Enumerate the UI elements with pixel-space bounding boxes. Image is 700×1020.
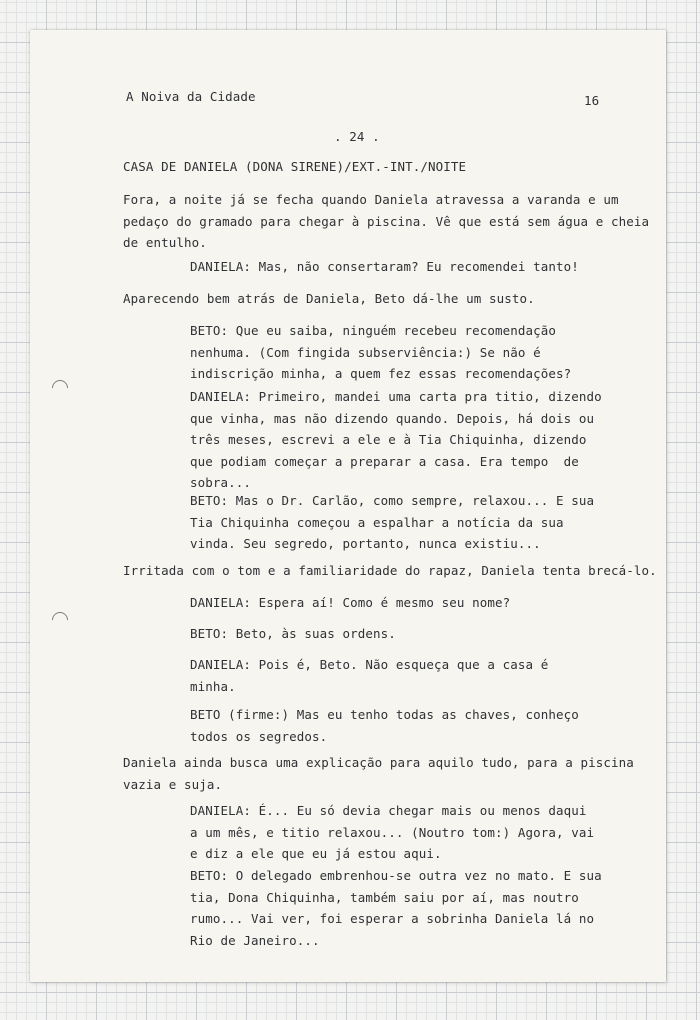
dialogue-line: BETO (firme:) Mas eu tenho todas as chaves, conheço todos os segredos.: [190, 707, 579, 744]
dialogue-line: BETO: Que eu saiba, ninguém recebeu recomendação nenhuma. (Com fingida subserviência:) Se não é indiscrição minha, a quem fez essas recomendações?: [190, 323, 572, 381]
punch-hole-mark: [49, 609, 72, 632]
dialogue-line: DANIELA: Espera aí! Como é mesmo seu nome?: [190, 595, 511, 610]
document-title: A Noiva da Cidade: [126, 89, 256, 104]
action-line: Fora, a noite já se fecha quando Daniela atravessa a varanda e um pedaço do gramado para chegar à piscina. Vê que está sem água e cheia de entulho.: [123, 192, 650, 250]
scene-number: . 24 .: [334, 129, 380, 144]
scene-heading: CASA DE DANIELA (DONA SIRENE)/EXT.-INT./NOITE: [123, 159, 467, 174]
dialogue-line: DANIELA: Primeiro, mandei uma carta pra titio, dizendo que vinha, mas não dizendo quando. Depois, há dois ou três meses, escrevi a ele e à Tia Chiquinha, dizendo que podiam começar a preparar a casa. Era tempo de sobra...: [190, 389, 602, 490]
action-line: Daniela ainda busca uma explicação para aquilo tudo, para a piscina vazia e suja.: [123, 755, 634, 792]
dialogue-line: DANIELA: É... Eu só devia chegar mais ou menos daqui a um mês, e titio relaxou... (Noutro tom:) Agora, vai e diz a ele que eu já estou aqui.: [190, 803, 595, 861]
action-line: Aparecendo bem atrás de Daniela, Beto dá-lhe um susto.: [123, 291, 535, 306]
dialogue-line: DANIELA: Mas, não consertaram? Eu recomendei tanto!: [190, 259, 579, 274]
dialogue-line: BETO: Mas o Dr. Carlão, como sempre, relaxou... E sua Tia Chiquinha começou a espalhar a notícia da sua vinda. Seu segredo, portanto, nunca existiu...: [190, 493, 595, 551]
dialogue-line: DANIELA: Pois é, Beto. Não esqueça que a casa é minha.: [190, 657, 549, 694]
script-page: [30, 30, 666, 982]
punch-hole-mark: [49, 377, 72, 400]
dialogue-line: BETO: Beto, às suas ordens.: [190, 626, 396, 641]
page-number: 16: [584, 93, 600, 108]
action-line: Irritada com o tom e a familiaridade do rapaz, Daniela tenta brecá-lo.: [123, 563, 657, 578]
dialogue-line: BETO: O delegado embrenhou-se outra vez no mato. E sua tia, Dona Chiquinha, também saiu por aí, mas noutro rumo... Vai ver, foi esperar a sobrinha Daniela lá no Rio de Janeiro...: [190, 868, 602, 948]
